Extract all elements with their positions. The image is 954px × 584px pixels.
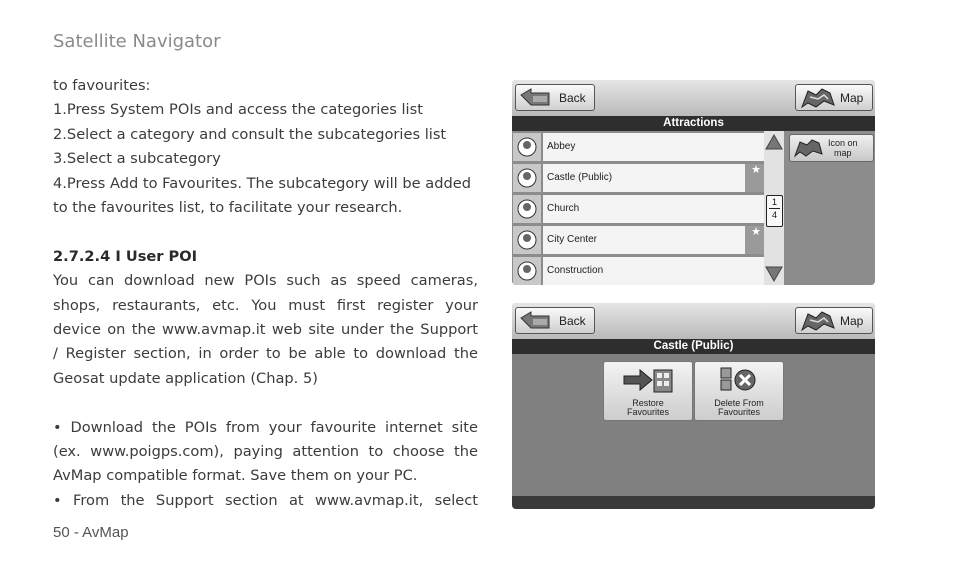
map-button[interactable]: Map xyxy=(795,84,873,111)
actions-panel xyxy=(512,354,875,501)
back-button[interactable]: Back xyxy=(515,84,595,111)
screenshot-castle xyxy=(512,303,875,509)
text-line: • From the Support section at www.avmap.it, select xyxy=(53,491,478,509)
poi-icon xyxy=(513,226,541,254)
page-header: Satellite Navigator xyxy=(53,31,221,52)
delete-icon xyxy=(719,366,759,396)
top-bar xyxy=(512,80,875,116)
text-line: device on the www.avmap.it web site under the Support xyxy=(53,321,478,339)
back-arrow-icon xyxy=(519,87,553,109)
section-heading: 2.7.2.4 I User POI xyxy=(53,247,198,265)
scrollbar[interactable] xyxy=(764,131,784,285)
top-bar xyxy=(512,303,875,339)
favourite-marker xyxy=(745,164,764,192)
map-button[interactable]: Map xyxy=(795,307,873,334)
text-line: shops, restaurants, etc. You must first register your xyxy=(53,296,478,314)
text-line: 1.Press System POIs and access the categories list xyxy=(53,101,423,119)
map-icon xyxy=(800,87,836,109)
restore-favourites-button[interactable]: Restore Favourites xyxy=(603,361,693,421)
text-line: You can download new POIs such as speed cameras, xyxy=(53,272,478,290)
back-button[interactable]: Back xyxy=(515,307,595,334)
list-item[interactable] xyxy=(512,194,764,224)
text-line: 2.Select a category and consult the subcategories list xyxy=(53,125,447,143)
poi-icon xyxy=(513,133,541,161)
star-icon: ★ xyxy=(751,226,761,238)
back-arrow-icon xyxy=(519,310,553,332)
screen-title: Attractions xyxy=(512,116,875,131)
scroll-up-icon[interactable] xyxy=(764,133,784,151)
list-item-label: Abbey xyxy=(543,133,764,161)
favourite-marker xyxy=(745,226,764,254)
list-item[interactable] xyxy=(512,163,764,193)
map-icon xyxy=(800,310,836,332)
map-icon xyxy=(793,138,823,158)
list-item-label: Church xyxy=(543,195,764,223)
list-item[interactable] xyxy=(512,132,764,162)
list-item[interactable] xyxy=(512,225,764,255)
body-text xyxy=(53,74,478,513)
page-indicator: 1 4 xyxy=(766,195,783,227)
text-line: 3.Select a subcategory xyxy=(53,150,221,168)
bottom-strip xyxy=(512,496,875,509)
star-icon: ★ xyxy=(751,164,761,176)
text-line: (ex. www.poigps.com), paying attention to choose the xyxy=(53,443,478,461)
text-line: • Download the POIs from your favourite internet site xyxy=(53,418,478,436)
list-item[interactable] xyxy=(512,256,764,285)
page-footer: 50 - AvMap xyxy=(53,524,129,541)
list-item-label: Castle (Public) xyxy=(543,164,764,192)
poi-icon xyxy=(513,195,541,223)
list-item-label: Construction xyxy=(543,257,764,285)
screen-title: Castle (Public) xyxy=(512,339,875,354)
poi-icon xyxy=(513,164,541,192)
text-line: AvMap compatible format. Save them on your PC. xyxy=(53,467,418,485)
text-line: to favourites: xyxy=(53,77,151,94)
screenshot-attractions xyxy=(512,80,875,285)
text-line: / Register section, in order to be able to download the xyxy=(53,345,478,363)
icon-on-map-button[interactable]: Icon on map xyxy=(789,134,874,162)
scroll-down-icon[interactable] xyxy=(764,265,784,283)
text-line: to the favourites list, to facilitate your research. xyxy=(53,199,403,217)
text-line: Geosat update application (Chap. 5) xyxy=(53,369,318,387)
list-item-label: City Center xyxy=(543,226,764,254)
text-line: 4.Press Add to Favourites. The subcategory will be added xyxy=(53,174,471,192)
restore-icon xyxy=(620,366,676,396)
poi-icon xyxy=(513,257,541,285)
delete-from-favourites-button[interactable]: Delete From Favourites xyxy=(694,361,784,421)
